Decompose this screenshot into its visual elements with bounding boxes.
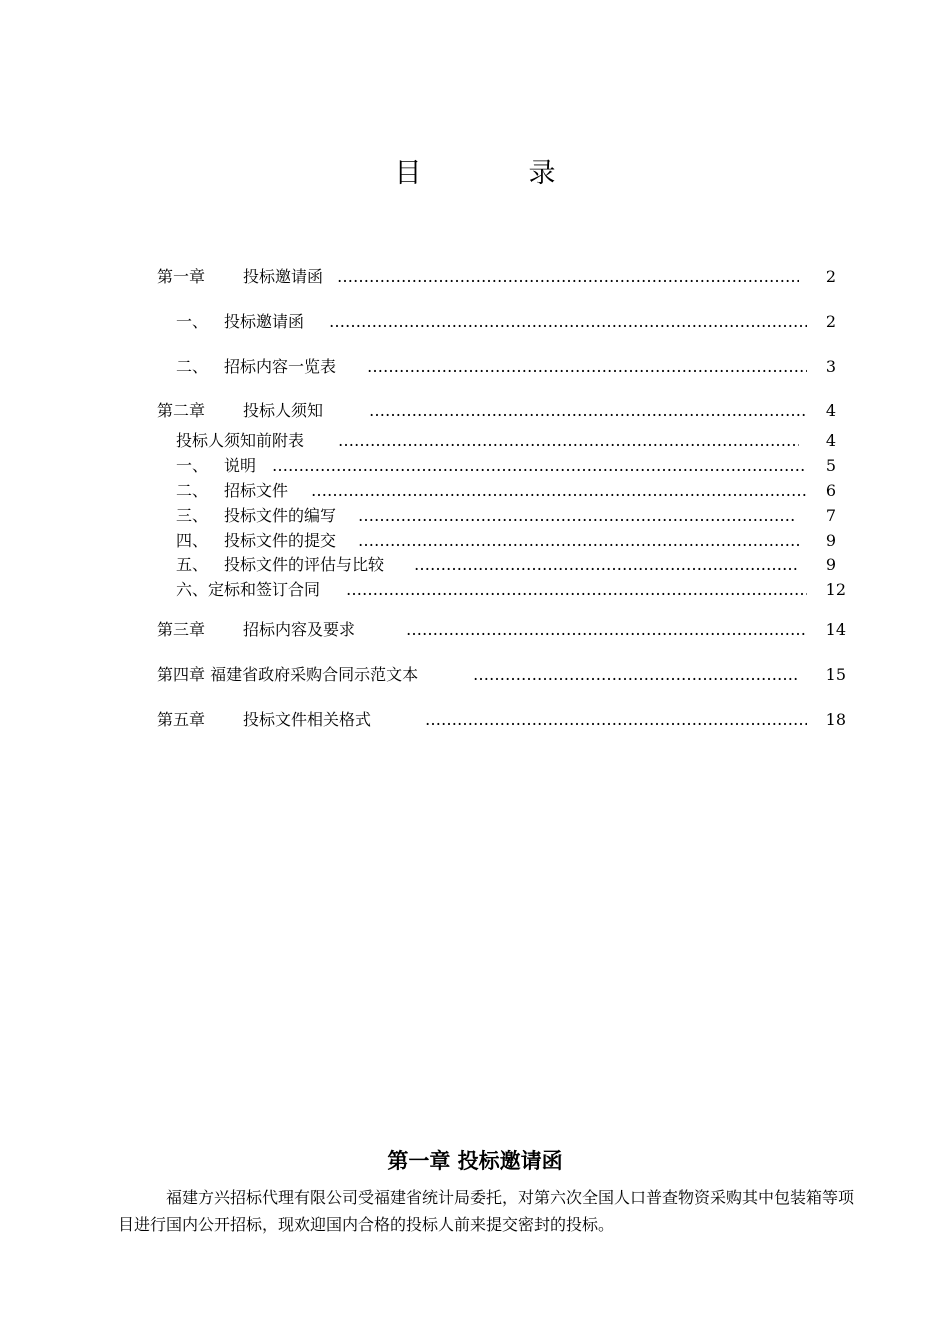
toc-entry-page: 5 xyxy=(825,456,836,475)
toc-entry-prefix: 五、 xyxy=(176,555,209,574)
toc-entry-label: 投标文件的编写 xyxy=(224,506,337,525)
toc-leader-dots xyxy=(272,455,807,477)
toc-entry-page: 3 xyxy=(825,357,836,376)
toc-title: 目 录 xyxy=(394,158,596,189)
toc-entry-label: 投标人须知前附表 xyxy=(176,431,305,450)
toc-leader-dots xyxy=(369,400,807,422)
toc-leader-dots xyxy=(406,619,807,641)
toc-leader-dots xyxy=(367,356,807,378)
toc-leader-dots xyxy=(473,664,799,686)
chapter-heading: 第一章 投标邀请函 xyxy=(387,1149,563,1173)
toc-leader-dots xyxy=(425,709,807,731)
toc-entry-prefix: 第二章 xyxy=(157,401,206,420)
toc-entry-prefix: 四、 xyxy=(176,531,209,550)
toc-entry-label: 招标内容及要求 xyxy=(243,620,356,639)
toc-leader-dots xyxy=(338,430,799,452)
toc-leader-dots xyxy=(346,579,807,601)
toc-entry-prefix: 第一章 xyxy=(157,267,206,286)
toc-entry xyxy=(0,356,950,378)
toc-leader-dots xyxy=(414,554,799,576)
toc-entry-prefix: 第三章 xyxy=(157,620,206,639)
toc-entry-page: 14 xyxy=(825,620,846,639)
toc-entry-page: 2 xyxy=(825,312,836,331)
toc-entry-page: 9 xyxy=(825,531,836,550)
toc-entry-page: 4 xyxy=(825,401,836,420)
toc-entry xyxy=(0,554,950,576)
toc-entry xyxy=(0,664,950,686)
toc-leader-dots xyxy=(329,311,807,333)
toc-leader-dots xyxy=(358,530,799,552)
toc-entry-prefix: 一、 xyxy=(176,456,209,475)
body-paragraph: 福建方兴招标代理有限公司受福建省统计局委托，对第六次全国人口普查物资采购其中包装箱等项目进行国内公开招标，现欢迎国内合格的投标人前来提交密封的投标。 xyxy=(118,1188,855,1234)
toc-entry-prefix: 三、 xyxy=(176,506,209,525)
toc-entry xyxy=(0,709,950,731)
toc-entry-page: 18 xyxy=(825,710,846,729)
toc-entry xyxy=(0,579,950,601)
toc-entry-label: 投标邀请函 xyxy=(243,267,324,286)
toc-leader-dots xyxy=(358,505,797,527)
toc-entry xyxy=(0,480,950,502)
toc-entry-label: 投标文件的提交 xyxy=(224,531,337,550)
toc-entry-page: 2 xyxy=(825,267,836,286)
toc-entry-prefix: 一、 xyxy=(176,312,209,331)
toc-entry-label: 投标人须知 xyxy=(243,401,324,420)
toc-entry-label: 六、定标和签订合同 xyxy=(176,580,321,599)
toc-entry-prefix: 二、 xyxy=(176,481,209,500)
toc-entry-label: 投标文件的评估与比较 xyxy=(224,555,385,574)
toc-entry xyxy=(0,400,950,422)
toc-entry-label: 招标文件 xyxy=(224,481,289,500)
toc-entry-label: 投标邀请函 xyxy=(224,312,305,331)
toc-entry xyxy=(0,266,950,288)
toc-entry-page: 4 xyxy=(825,431,836,450)
toc-entry-page: 12 xyxy=(825,580,846,599)
toc-entry-label: 第四章 福建省政府采购合同示范文本 xyxy=(157,665,419,684)
toc-entry-prefix: 第五章 xyxy=(157,710,206,729)
toc-leader-dots xyxy=(311,480,807,502)
toc-entry-page: 6 xyxy=(825,481,836,500)
toc-entry xyxy=(0,505,950,527)
toc-leader-dots xyxy=(337,266,799,288)
toc-entry-prefix: 二、 xyxy=(176,357,209,376)
toc-entry-label: 投标文件相关格式 xyxy=(243,710,372,729)
toc-entry-page: 7 xyxy=(825,506,836,525)
toc-entry-page: 15 xyxy=(825,665,846,684)
toc-entry-label: 说明 xyxy=(224,456,257,475)
toc-entry xyxy=(0,311,950,333)
toc-entry xyxy=(0,619,950,641)
toc-entry-page: 9 xyxy=(825,555,836,574)
toc-entry xyxy=(0,530,950,552)
toc-entry xyxy=(0,430,950,452)
toc-entry xyxy=(0,455,950,477)
toc-entry-label: 招标内容一览表 xyxy=(224,357,337,376)
